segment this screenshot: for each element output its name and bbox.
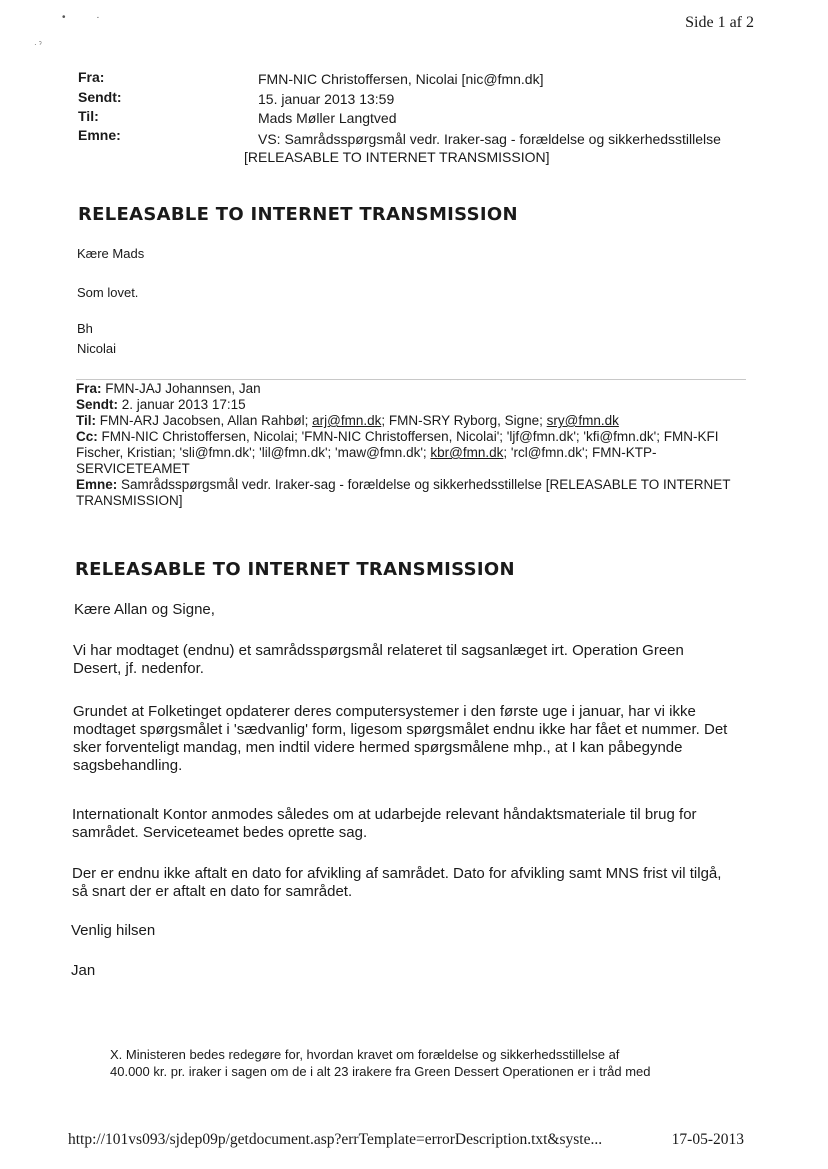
greeting-mads: Kære Mads (77, 246, 145, 261)
paragraph-2-line-2: modtaget spørgsmålet i 'sædvanlig' form, ligesom spørgsmålet endnu ikke har fået et nummer. Det (73, 721, 728, 738)
first-message-sign-off: Bh (77, 321, 93, 336)
paragraph-3-line-2: samrådet. Serviceteamet bedes oprette sag. (72, 824, 368, 841)
paragraph-2-line-1: Grundet at Folketinget opdaterer deres computersystemer i den første uge i januar, har vi ikke (73, 703, 696, 720)
paragraph-4 (72, 865, 752, 901)
header-subject-line-1: VS: Samrådsspørgsmål vedr. Iraker-sag - forældelse og sikkerhedsstillelse (258, 131, 721, 147)
closing-signature: Jan (71, 962, 96, 979)
email-link-kbr[interactable]: kbr@fmn.dk (430, 445, 504, 460)
paragraph-2 (73, 703, 753, 775)
email-link-arj[interactable]: arj@fmn.dk (312, 413, 382, 428)
forwarded-cc-row-2 (76, 445, 748, 461)
forwarded-cc-line-2a: Fischer, Kristian; 'sli@fmn.dk'; 'lil@fmn.dk'; 'maw@fmn.dk'; (76, 445, 427, 460)
paragraph-4-line-1: Der er endnu ikke aftalt en dato for afvikling af samrådet. Dato for afvikling samt MNS frist vil tilgå, (72, 865, 722, 882)
forwarded-cc-line-3: SERVICETEAMET (76, 461, 190, 476)
forwarded-to-value-a: FMN-ARJ Jacobsen, Allan Rahbøl; (99, 413, 309, 428)
first-message-body: Som lovet. (77, 285, 139, 300)
scan-speck-marks: • · (62, 12, 114, 23)
header-to-label: Til: (78, 108, 99, 124)
forwarded-cc-line-2b: ; 'rcl@fmn.dk'; FMN-KTP- (503, 445, 657, 460)
paragraph-3 (72, 806, 752, 842)
forwarded-from-row (76, 381, 748, 397)
forwarded-to-value-b: ; FMN-SRY Ryborg, Signe; (381, 413, 543, 428)
forwarded-from-value: FMN-JAJ Johannsen, Jan (105, 381, 261, 396)
forwarded-cc-row (76, 429, 748, 445)
scan-speck-marks-2: · ˀ (34, 40, 42, 49)
forwarded-cc-label: Cc: (76, 429, 98, 444)
forwarded-subject-row (76, 477, 748, 493)
header-sent-label: Sendt: (78, 89, 122, 105)
forwarded-cc-line-1: FMN-NIC Christoffersen, Nicolai; 'FMN-NIC Christoffersen, Nicolai'; 'ljf@fmn.dk'; 'kfi@fmn.dk'; FMN-KFI (101, 429, 719, 444)
page-number: Side 1 af 2 (685, 14, 754, 31)
forwarded-sent-value: 2. januar 2013 17:15 (121, 397, 246, 412)
header-from-value: FMN-NIC Christoffersen, Nicolai [nic@fmn.dk] (258, 71, 544, 87)
forwarded-to-label: Til: (76, 413, 96, 428)
classification-heading-1: RELEASABLE TO INTERNET TRANSMISSION (78, 204, 518, 225)
paragraph-1 (73, 642, 753, 678)
closing-text: Venlig hilsen (71, 922, 156, 939)
quoted-question (110, 1046, 730, 1080)
forward-divider (76, 379, 746, 380)
header-from-label: Fra: (78, 69, 105, 85)
header-sent-value: 15. januar 2013 13:59 (258, 91, 395, 107)
greeting-allan-signe: Kære Allan og Signe, (74, 601, 215, 618)
paragraph-2-line-3: sker forventeligt mandag, men indtil videre hermed spørgsmålene mhp., at I kan påbegynde (73, 739, 683, 756)
quoted-question-line-1: X. Ministeren bedes redegøre for, hvordan kravet om forældelse og sikkerhedsstillelse af (110, 1047, 620, 1062)
footer-date: 17-05-2013 (671, 1131, 744, 1148)
email-link-sry[interactable]: sry@fmn.dk (546, 413, 619, 428)
quoted-question-line-2: 40.000 kr. pr. iraker i sagen om de i alt 23 irakere fra Green Dessert Operationen er i tråd med (110, 1064, 651, 1079)
header-subject-line-2: [RELEASABLE TO INTERNET TRANSMISSION] (244, 149, 550, 165)
forwarded-subject-line-2: TRANSMISSION] (76, 493, 183, 508)
footer-url: http://101vs093/sjdep09p/getdocument.asp?errTemplate=errorDescription.txt&syste... (68, 1131, 603, 1148)
paragraph-4-line-2: så snart der er aftalt en dato for samrådet. (72, 883, 353, 900)
forwarded-sent-row (76, 397, 748, 413)
paragraph-1-line-2: Desert, jf. nedenfor. (73, 660, 204, 677)
first-message-signature: Nicolai (77, 341, 117, 356)
forwarded-to-row (76, 413, 748, 429)
header-to-value: Mads Møller Langtved (258, 110, 397, 126)
classification-heading-2: RELEASABLE TO INTERNET TRANSMISSION (75, 559, 515, 580)
forwarded-from-label: Fra: (76, 381, 102, 396)
forwarded-subject-label: Emne: (76, 477, 118, 492)
forwarded-subject-line-1: Samrådsspørgsmål vedr. Iraker-sag - forældelse og sikkerhedsstillelse [RELEASABLE TO INTERNET (121, 477, 731, 492)
paragraph-1-line-1: Vi har modtaget (endnu) et samrådsspørgsmål relateret til sagsanlæget irt. Operation Green (73, 642, 684, 659)
header-subject-label: Emne: (78, 127, 121, 143)
paragraph-3-line-1: Internationalt Kontor anmodes således om at udarbejde relevant håndaktsmateriale til brug for (72, 806, 697, 823)
forwarded-sent-label: Sendt: (76, 397, 118, 412)
paragraph-2-line-4: sagsbehandling. (73, 757, 183, 774)
forwarded-header (76, 381, 748, 509)
